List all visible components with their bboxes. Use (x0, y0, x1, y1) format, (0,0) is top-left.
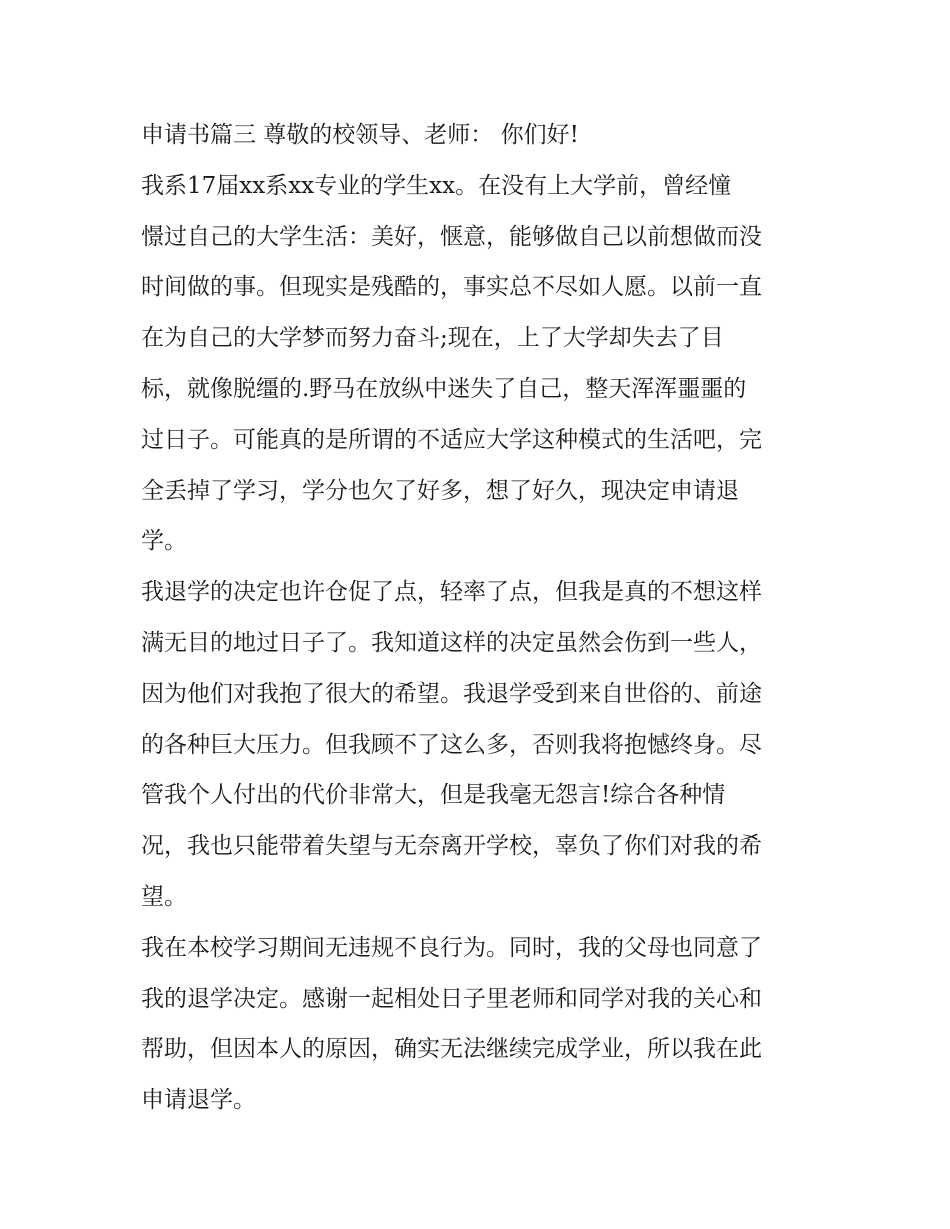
text-line: 我的退学决定。感谢一起相处日子里老师和同学对我的关心和 (141, 985, 762, 1012)
text-line: 帮助，但因本人的原因，确实无法继续完成学业，所以我在此 (141, 1036, 762, 1063)
text-line: 的各种巨大压力。但我顾不了这么多，否则我将抱憾终身。尽 (141, 731, 762, 758)
text-line: 全丢掉了学习，学分也欠了好多，想了好久，现决定申请退 (141, 477, 739, 504)
text-line: 满无目的地过日子了。我知道这样的决定虽然会伤到一些人， (141, 629, 762, 656)
text-line: 我在本校学习期间无违规不良行为。同时，我的父母也同意了 (141, 934, 762, 961)
text-line: 在为自己的大学梦而努力奋斗;现在，上了大学却失去了目 (141, 325, 724, 352)
text-line: 标，就像脱缰的.野马在放纵中迷失了自己，整天浑浑噩噩的 (141, 375, 747, 402)
text-line-heading: 申请书篇三 尊敬的校领导、老师： 你们好! (141, 122, 579, 148)
document-body (141, 110, 821, 1126)
text-line: 因为他们对我抱了很大的希望。我退学受到来自世俗的、前途 (141, 680, 762, 707)
text-line: 望。 (141, 883, 187, 910)
text-line: 况，我也只能带着失望与无奈离开学校，辜负了你们对我的希 (141, 833, 762, 860)
text-line: 我退学的决定也许仓促了点，轻率了点，但我是真的不想这样 (141, 579, 762, 606)
text-line: 学。 (141, 528, 187, 555)
text-line: 过日子。可能真的是所谓的不适应大学这种模式的生活吧，完 (141, 426, 762, 453)
text-line: 时间做的事。但现实是残酷的，事实总不尽如人愿。以前一直 (141, 274, 762, 301)
text-line: 憬过自己的大学生活：美好，惬意，能够做自己以前想做而没 (141, 223, 762, 250)
text-line: 我系17届xx系xx专业的学生xx。在没有上大学前，曾经憧 (141, 172, 732, 199)
text-line: 管我个人付出的代价非常大，但是我毫无怨言!综合各种情 (141, 782, 726, 809)
text-line: 申请退学。 (141, 1087, 256, 1114)
